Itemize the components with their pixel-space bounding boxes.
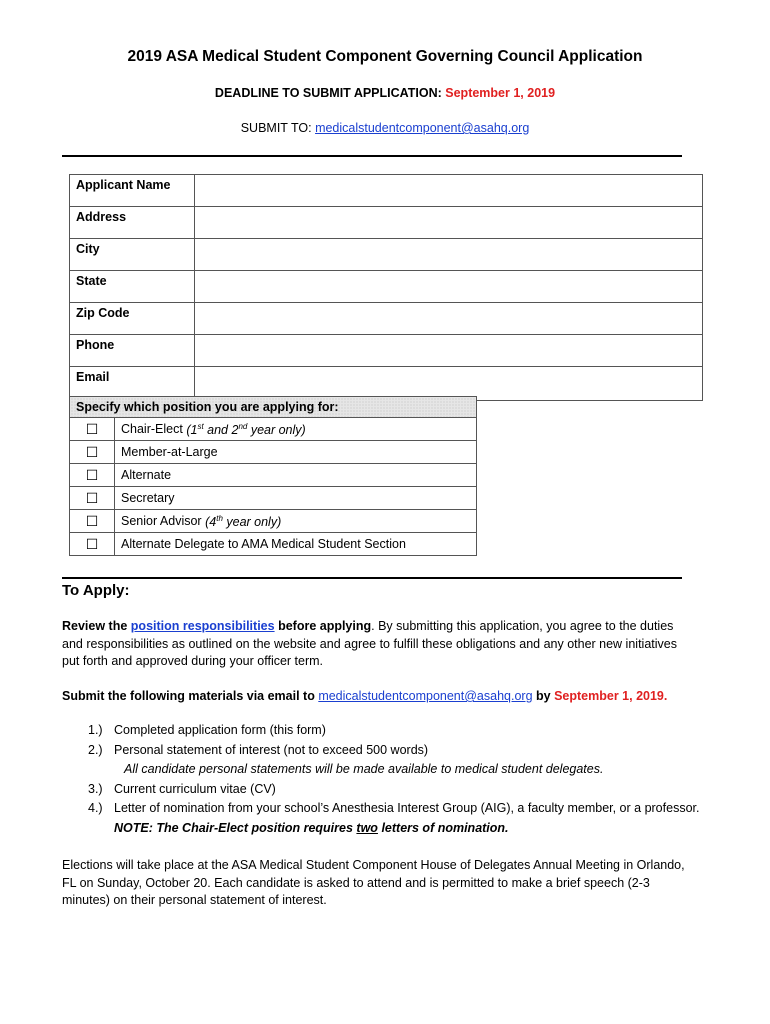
field-label: Address <box>70 207 195 239</box>
position-label <box>115 418 477 441</box>
checkbox-senior-advisor[interactable]: ☐ <box>70 510 115 533</box>
list-item <box>62 780 702 800</box>
field-label: Phone <box>70 335 195 367</box>
applicant-name-input[interactable] <box>195 175 703 207</box>
city-input[interactable] <box>195 239 703 271</box>
elections-paragraph: Elections will take place at the ASA Medical Student Component House of Delegates Annual Meeting in Orlando, FL on Sunday, October 20. Each candidate is asked to attend and is permitted to make a brief speech (2-3 minutes) on their personal statement of interest. <box>62 858 685 907</box>
list-item <box>62 799 702 838</box>
review-pre: Review the <box>62 619 128 633</box>
review-rest: . By submitting this application, you agree to the duties and responsibilities as outlined on the website and agree to fulfill these obligations and any other new initiatives put forth and approved during your officer term. <box>62 619 677 668</box>
list-number: 4.) <box>88 801 103 815</box>
positions-table <box>69 396 477 556</box>
submit-email-link[interactable]: medicalstudentcomponent@asahq.org <box>315 121 530 135</box>
position-name: Secretary <box>115 487 477 510</box>
field-row <box>70 175 703 207</box>
position-row <box>70 533 477 556</box>
checkbox-alternate[interactable]: ☐ <box>70 464 115 487</box>
position-name: Alternate <box>115 464 477 487</box>
list-text: Personal statement of interest (not to exceed 500 words) <box>114 742 429 757</box>
position-name: Member-at-Large <box>115 441 477 464</box>
checkbox-chair-elect[interactable]: ☐ <box>70 418 115 441</box>
deadline-date: September 1, 2019 <box>445 86 556 100</box>
checkbox-alternate-delegate[interactable]: ☐ <box>70 533 115 556</box>
field-label: Email <box>70 367 195 401</box>
position-note: (4th year only) <box>205 513 282 529</box>
list-text: Letter of nomination from your school’s Anesthesia Interest Group (AIG), a faculty member, or a professor. <box>114 801 700 815</box>
list-number: 2.) <box>88 742 103 757</box>
phone-input[interactable] <box>195 335 703 367</box>
page-title: 2019 ASA Medical Student Component Governing Council Application <box>127 48 643 65</box>
list-text: Current curriculum vitae (CV) <box>114 781 276 796</box>
review-post: before applying <box>278 619 372 633</box>
submit-by: by <box>536 689 551 703</box>
checkbox-secretary[interactable]: ☐ <box>70 487 115 510</box>
list-text: Completed application form (this form) <box>114 723 326 737</box>
list-number: 1.) <box>88 723 103 737</box>
section-divider <box>62 577 682 579</box>
positions-header-row <box>70 397 477 418</box>
materials-list <box>62 721 702 838</box>
position-responsibilities-link[interactable]: position responsibilities <box>130 619 275 633</box>
field-row <box>70 303 703 335</box>
field-label: State <box>70 271 195 303</box>
top-divider <box>62 155 682 157</box>
list-item <box>62 721 702 741</box>
position-label <box>115 510 477 533</box>
to-apply-heading: To Apply: <box>62 582 130 599</box>
list-note <box>62 760 702 780</box>
field-label: City <box>70 239 195 271</box>
field-label: Applicant Name <box>70 175 195 207</box>
position-name: Alternate Delegate to AMA Medical Student Section <box>115 533 477 556</box>
position-row <box>70 418 477 441</box>
list-number: 3.) <box>88 781 103 796</box>
chair-elect-note-end: letters of nomination. <box>381 820 509 835</box>
submit-to-line <box>0 121 770 135</box>
checkbox-member-at-large[interactable]: ☐ <box>70 441 115 464</box>
submit-pre: Submit the following materials via email to <box>62 689 315 703</box>
field-row <box>70 239 703 271</box>
position-row <box>70 464 477 487</box>
submit-to-label: SUBMIT TO: <box>240 121 312 135</box>
position-row <box>70 441 477 464</box>
zip-code-input[interactable] <box>195 303 703 335</box>
field-row <box>70 335 703 367</box>
chair-elect-note-emphasis: two <box>356 820 378 835</box>
submit-date: September 1, 2019. <box>554 689 668 703</box>
position-row <box>70 487 477 510</box>
submit-materials-email-link[interactable]: medicalstudentcomponent@asahq.org <box>318 689 533 703</box>
list-item <box>62 741 702 761</box>
deadline-label: DEADLINE TO SUBMIT APPLICATION: <box>214 86 442 100</box>
review-paragraph <box>62 618 692 671</box>
position-note: (1st and 2nd year only) <box>186 421 306 437</box>
positions-header: Specify which position you are applying for: <box>70 397 477 418</box>
deadline-line <box>0 86 770 100</box>
list-text: All candidate personal statements will be made available to medical student delegates. <box>124 762 604 776</box>
applicant-info-table <box>69 174 703 401</box>
address-input[interactable] <box>195 207 703 239</box>
position-row <box>70 510 477 533</box>
chair-elect-note: NOTE: The Chair-Elect position requires <box>114 820 353 835</box>
field-row <box>70 271 703 303</box>
field-label: Zip Code <box>70 303 195 335</box>
state-input[interactable] <box>195 271 703 303</box>
position-name: Senior Advisor <box>121 514 202 529</box>
position-name: Chair-Elect <box>121 422 183 437</box>
field-row <box>70 207 703 239</box>
submit-paragraph <box>62 688 692 706</box>
